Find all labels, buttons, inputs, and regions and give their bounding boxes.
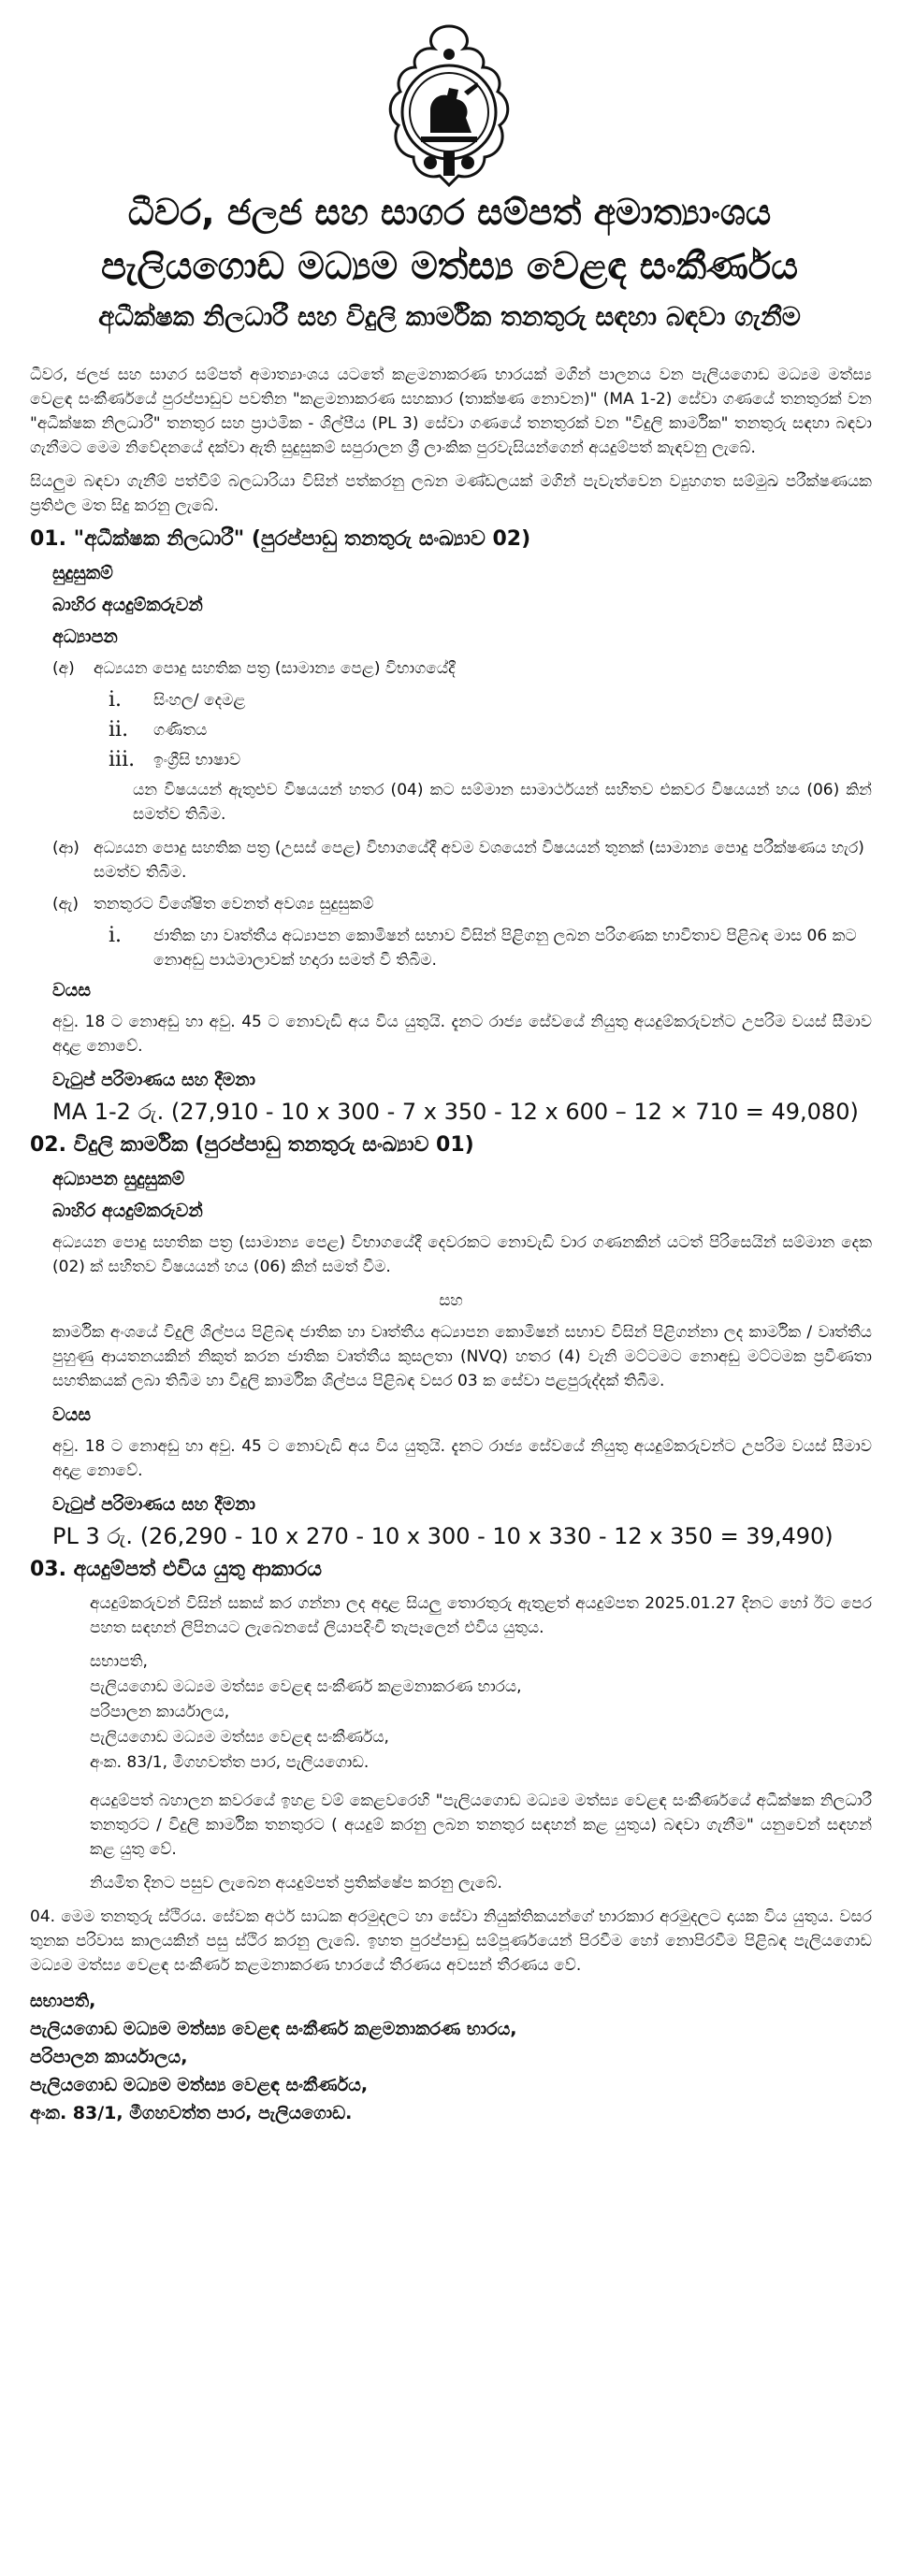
notice-subject: අධීක්ෂක නිලධාරී සහ විදුලි කාර්මික තනතුරු සඳහා බඳවා ගැනීම	[98, 301, 801, 332]
address-line: පැලියගොඩ මධ්‍යම මත්ස්‍ය වෙළඳ සංකීර්ණ කළමනාකරණ භාරය,	[90, 1677, 522, 1696]
item-number: i.	[109, 924, 123, 947]
item-text: ජාතික හා වෘත්තීය අධ්‍යාපන කොමිෂන් සභාව විසින් පිළිගනු ලබන පරිගණක භාවිතාව පිළිබඳ මාස 06 කට නොඅඩු පාඨමාලාවක් හදාරා සමත් වී තිබීම.	[153, 927, 857, 970]
salary-scale: PL 3 රු. (26,290 - 10 x 270 - 10 x 300 - 10 x 330 - 12 x 350 = 39,490)	[52, 1523, 834, 1549]
salary-scale: MA 1-2 රු. (27,910 - 10 x 300 - 7 x 350 - 12 x 600 – 12 × 710 = 49,080)	[52, 1099, 859, 1125]
education-text: අධ්‍යයන පොදු සහතික පත්‍ර (සාමාන්‍ය පෙළ) විභාගයේදී දෙවරකට නොවැඩි වාර ගණනකින් යටත් පිරිසෙයින් සම්මාන දෙක (02) ක් සහිතව විෂයයන් හය (06) කින් සමත් වීම.	[52, 1233, 872, 1276]
special-item	[109, 924, 872, 972]
envelope-instructions: අයදුම්පත් බහාලන කවරයේ ඉහළ වම් කෙළවරෙහි "පැලියගොඩ මධ්‍යම මත්ස්‍ය වෙළඳ සංකීර්ණයේ අධීක්ෂක නිලධාරී තනතුරට / විදුලි කාර්මික තනතුරට ( අයදුම් කරනු ලබන තනතුර සඳහන් කළ යුතුය) බඳවා ගැනීම" යනුවෙන් සඳහන් කළ යුතු වේ.	[90, 1792, 872, 1859]
age-text: අවු. 18 ට නොඅඩු හා අවු. 45 ට නොවැඩි අය විය යුතුයි. දැනට රාජ්‍ය සේවයේ නියුතු අයදුම්කරුවන්ට උපරිම වයස් සීමාව අදාළ නොවේ.	[52, 1013, 872, 1056]
education-heading: අධ්‍යාපන	[52, 626, 118, 647]
item-text: ගණිතය	[153, 721, 208, 740]
address-line: පැලියගොඩ මධ්‍යම මත්ස්‍ය වෙළඳ සංකීර්ණය,	[90, 1728, 389, 1747]
external-applicants-heading: බාහිර අයදුම්කරුවන්	[52, 1201, 203, 1221]
subject-item	[109, 688, 872, 712]
technical-text: කාර්මික අංශයේ විදුලි ශිල්පය පිළිබඳ ජාතික හා වෘත්තීය අධ්‍යාපන කොමිෂන් සභාව විසින් පිළිගන්නා ලද කාර්මික / වෘත්තීය පුහුණු ආයතනයකින් නිකුත් කරන ජාතික වෘත්තීය කුසලතා (NVQ) හතර (4) වැනි මට්ටමට නොඅඩු මට්ටමක ප්‍රවීණතා සහතිකයක් ලබා තිබීම හා විදුලි කාර්මික ශිල්පය පිළිබඳ වසර 03 ක සේවා පළපුරුද්දක් තිබීම.	[52, 1323, 872, 1390]
requirement-text: අධ්‍යයන පොදු සහතික පත්‍ර (උසස් පෙළ) විභාගයේදී අවම වශයෙන් විෂයයන් තුනක් (සාමාන්‍ය පොදු පරීක්ෂණය හැර) සමත්ව තිබීම.	[94, 839, 864, 882]
item-text: සිංහල/ දෙමළ	[153, 691, 246, 710]
address-line: අංක. 83/1, මීගහවත්ත පාර, පැලියගොඩ.	[90, 1753, 370, 1772]
requirement-marker: (ආ)	[52, 839, 80, 857]
signature-line: පරිපාලන කාර්යාලය,	[30, 2047, 188, 2067]
section-3-heading: 03. අයදුම්පත් එවිය යුතු ආකාරය	[30, 1558, 323, 1581]
and-separator: සහ	[439, 1291, 463, 1310]
requirement-marker: (ඇ)	[52, 895, 80, 914]
intro-paragraph: ධීවර, ජලජ සහ සාගර සම්පත් අමාත්‍යාංශය යටතේ කළමනාකරණ භාරයක් මගින් පාලනය වන පැලියගොඩ මධ්‍යම මත්ස්‍ය වෙළඳ සංකීර්ණයේ පුරප්පාඩුව පවතින "කළමනාකරණ සහකාර (තාක්ෂණ නොවන)" (MA 1-2) සේවා ගණයේ තනතුරක් වන "අධීක්ෂක නිලධාරී" තනතුර සහ ප්‍රාථමික - ශිල්පීය (PL 3) සේවා ගණයේ තනතුරක් වන "විදුලි කාර්මික" තනතුරු සඳහා බඳවා ගැනීමට මෙම නිවේදනයේ දක්වා ඇති සුදුසුකම් සපුරාලන ශ්‍රී ලාංකික පුරවැසියන්ගෙන් අයදුම්පත් කැඳවනු ලැබේ.	[30, 366, 872, 457]
signature-block	[30, 1987, 872, 2127]
requirement-a	[52, 656, 872, 681]
signature-line: පැලියගොඩ මධ්‍යම මත්ස්‍ය වෙළඳ සංකීර්ණය,	[30, 2075, 369, 2095]
requirement-c	[52, 892, 872, 916]
section-1-heading: 01. "අධීක්ෂක නිලධාරී" (පුරප්පාඩු තනතුරු සංඛ්‍යාව 02)	[30, 527, 531, 551]
item-number: i.	[109, 688, 123, 712]
section-2-heading: 02. විදුලි කාර්මික (පුරප්පාඩු තනතුරු සංඛ්‍යාව 01)	[30, 1133, 474, 1157]
age-heading: වයස	[52, 1404, 91, 1425]
subject-item	[109, 718, 872, 742]
requirement-text: අධ්‍යයන පොදු සහතික පත්‍ර (සාමාන්‍ය පෙළ) විභාගයේදී	[94, 659, 456, 678]
salary-heading: වැටුප් පරිමාණය සහ දීමනා	[52, 1070, 255, 1090]
signature-line: පැලියගොඩ මධ්‍යම මත්ස්‍ය වෙළඳ සංකීර්ණ කළමනාකරණ භාරය,	[30, 2019, 517, 2039]
item-text: ඉංග්‍රීසි භාෂාව	[153, 751, 241, 770]
salary-heading: වැටුප් පරිමාණය සහ දීමනා	[52, 1494, 255, 1515]
address-line: පරිපාලන කාර්යාලය,	[90, 1703, 230, 1721]
mailing-address	[90, 1649, 872, 1776]
address-line: සභාපති,	[90, 1652, 148, 1671]
intro-paragraph-interview: සියලුම බඳවා ගැනීම් පත්වීම් බලධාරියා විසින් පත්කරනු ලබන මණ්ඩලයක් මගින් පැවැත්වෙන ව්‍යුහගත සම්මුඛ පරීක්ෂණයක ප්‍රතිඵල මත සිදු කරනු ලැබේ.	[30, 472, 872, 515]
signature-line: අංක. 83/1, මීගහවත්ත පාර, පැලියගොඩ.	[30, 2103, 353, 2123]
external-applicants-heading: බාහිර අයදුම්කරුවන්	[52, 595, 203, 615]
age-text: අවු. 18 ට නොඅඩු හා අවු. 45 ට නොවැඩි අය විය යුතුයි. දැනට රාජ්‍ය සේවයේ නියුතු අයදුම්කරුවන්ට උපරිම වයස් සීමාව අදාළ නොවේ.	[52, 1437, 872, 1480]
qualifications-heading: සුදුසුකම්	[52, 563, 113, 583]
requirement-marker: (අ)	[52, 659, 75, 678]
application-instructions: අයදුම්කරුවන් විසින් සකස් කර ගන්නා ලද අදාළ සියලු තොරතුරු ඇතුළත් අයදුම්පත 2025.01.27 දිනට හෝ ඊට පෙර පහත සඳහන් ලිපිනයට ලැබෙනසේ ලියාපදිංචි තැපෑලෙන් එවිය යුතුය.	[90, 1594, 872, 1637]
section-4-text: 04. මෙම තනතුරු ස්ථිරය. සේවක අර්ථ සාධක අරමුදලට හා සේවා නියුක්තිකයන්ගේ භාරකාර අරමුදලට දායක විය යුතුය. වසර තුනක පරිවාස කාලයකින් පසු ස්ථිර කරනු ලැබේ. ඉහත පුරප්පාඩු සම්පූර්ණයෙන් පිරවීම හෝ නොපිරවීම පිළිබඳ පැලියගොඩ මධ්‍යම මත්ස්‍ය වෙළඳ සංකීර්ණ කළමනාකරණ භාරයේ තීරණය අවසන් තීරණය වේ.	[30, 1907, 872, 1975]
requirement-text: තනතුරට විශේෂිත වෙනත් අවශ්‍ය සුදුසුකම්	[94, 895, 374, 914]
subject-item	[109, 748, 872, 772]
notice-body	[30, 363, 872, 2127]
institution-title: පැලියගොඩ මධ්‍යම මත්ස්‍ය වෙළඳ සංකීර්ණය	[101, 245, 798, 288]
ministry-title: ධීවර, ජලජ සහ සාගර සම්පත් අමාත්‍යාංශය	[127, 192, 772, 233]
signature-line: සභාපති,	[30, 1991, 96, 2011]
qualifications-heading: අධ්‍යාපන සුදුසුකම්	[52, 1169, 185, 1189]
requirement-b	[52, 836, 872, 885]
requirement-note: යන විෂයයන් ඇතුළුව විෂයයන් හතර (04) කට සම්මාන සාමාර්ථයන් සහිතව එකවර විෂයයන් හය (06) කින් සමත්ව තිබීම.	[133, 781, 872, 824]
late-applications-note: නියමිත දිනට පසුව ලැබෙන අයදුම්පත් ප්‍රතික්ෂේප කරනු ලැබේ.	[90, 1874, 502, 1892]
sri-lanka-emblem-icon	[374, 21, 524, 198]
item-number: iii.	[109, 748, 136, 771]
age-heading: වයස	[52, 980, 91, 1000]
item-number: ii.	[109, 718, 129, 741]
